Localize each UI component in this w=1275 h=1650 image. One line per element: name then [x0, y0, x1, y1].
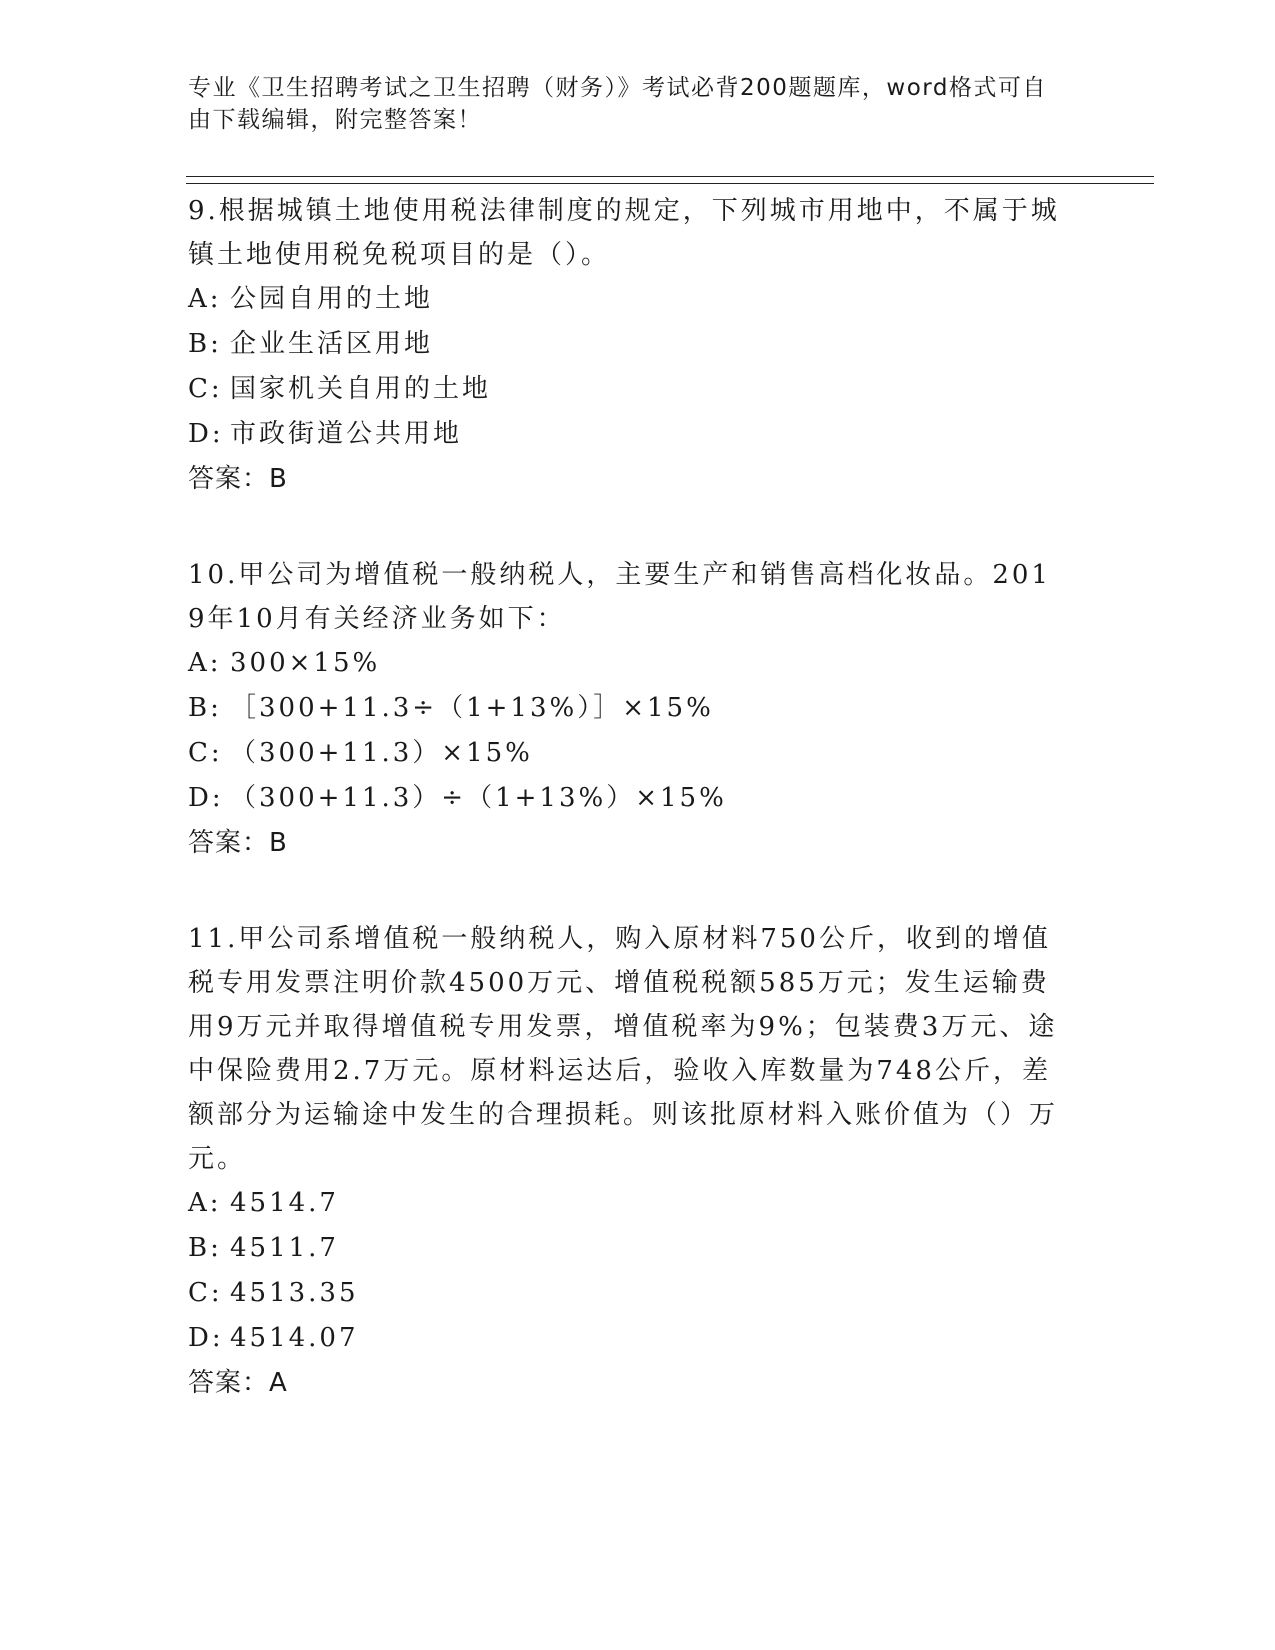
- option-text: 市政街道公共用地: [230, 419, 463, 449]
- option-key: B:: [188, 693, 222, 723]
- option-key: B:: [188, 329, 222, 359]
- option-d: [188, 776, 1068, 821]
- option-text: ［300+11.3÷（1+13%）］×15%: [230, 693, 714, 723]
- option-key: D:: [188, 419, 224, 449]
- option-a: [188, 1181, 1068, 1226]
- document-header: 专业《卫生招聘考试之卫生招聘（财务）》考试必背200题题库，word格式可自由下载编辑，附完整答案！: [188, 75, 1047, 133]
- option-text: 国家机关自用的土地: [230, 374, 492, 404]
- option-text: 公园自用的土地: [230, 284, 434, 314]
- option-text: 4514.7: [230, 1188, 339, 1218]
- option-text: 4513.35: [230, 1278, 359, 1308]
- option-key: D:: [188, 1323, 224, 1353]
- option-c: [188, 1271, 1068, 1316]
- option-text: （300+11.3）×15%: [230, 738, 533, 768]
- option-b: [188, 1226, 1068, 1271]
- question-stem: 10.甲公司为增值税一般纳税人，主要生产和销售高档化妆品。2019年10月有关经济业务如下：: [188, 560, 1051, 634]
- option-c: [188, 367, 1068, 412]
- option-c: [188, 731, 1068, 776]
- option-b: [188, 686, 1068, 731]
- option-b: [188, 322, 1068, 367]
- question-stem: 9.根据城镇土地使用税法律制度的规定，下列城市用地中，不属于城镇土地使用税免税项目的是（）。: [188, 196, 1060, 270]
- option-key: A:: [188, 648, 222, 678]
- option-text: 企业生活区用地: [230, 329, 434, 359]
- option-key: A:: [188, 284, 222, 314]
- option-key: C:: [188, 374, 223, 404]
- question-stem: 11.甲公司系增值税一般纳税人，购入原材料750公斤，收到的增值税专用发票注明价款4500万元、增值税税额585万元；发生运输费用9万元并取得增值税专用发票，增值税率为9%；包装费3万元、途中保险费用2.7万元。原材料运达后，验收入库数量为748公斤，差额部分为运输途中发生的合理损耗。则该批原材料入账价值为（）万元。: [188, 924, 1059, 1174]
- option-key: B:: [188, 1233, 222, 1263]
- answer-line: 答案：B: [188, 464, 288, 494]
- question-block: [188, 553, 1068, 865]
- option-key: D:: [188, 783, 224, 813]
- option-text: 4514.07: [230, 1323, 359, 1353]
- option-key: C:: [188, 738, 223, 768]
- answer-line: 答案：A: [188, 1368, 288, 1398]
- option-d: [188, 412, 1068, 457]
- option-text: 300×15%: [230, 648, 381, 678]
- option-a: [188, 641, 1068, 686]
- option-text: 4511.7: [230, 1233, 339, 1263]
- question-block: [188, 189, 1068, 501]
- option-text: （300+11.3）÷（1+13%）×15%: [230, 783, 727, 813]
- option-key: A:: [188, 1188, 222, 1218]
- option-d: [188, 1316, 1068, 1361]
- header-divider-bottom: [186, 183, 1154, 184]
- answer-line: 答案：B: [188, 828, 288, 858]
- option-a: [188, 277, 1068, 322]
- header-divider-top: [186, 176, 1154, 177]
- question-block: [188, 917, 1068, 1405]
- option-key: C:: [188, 1278, 223, 1308]
